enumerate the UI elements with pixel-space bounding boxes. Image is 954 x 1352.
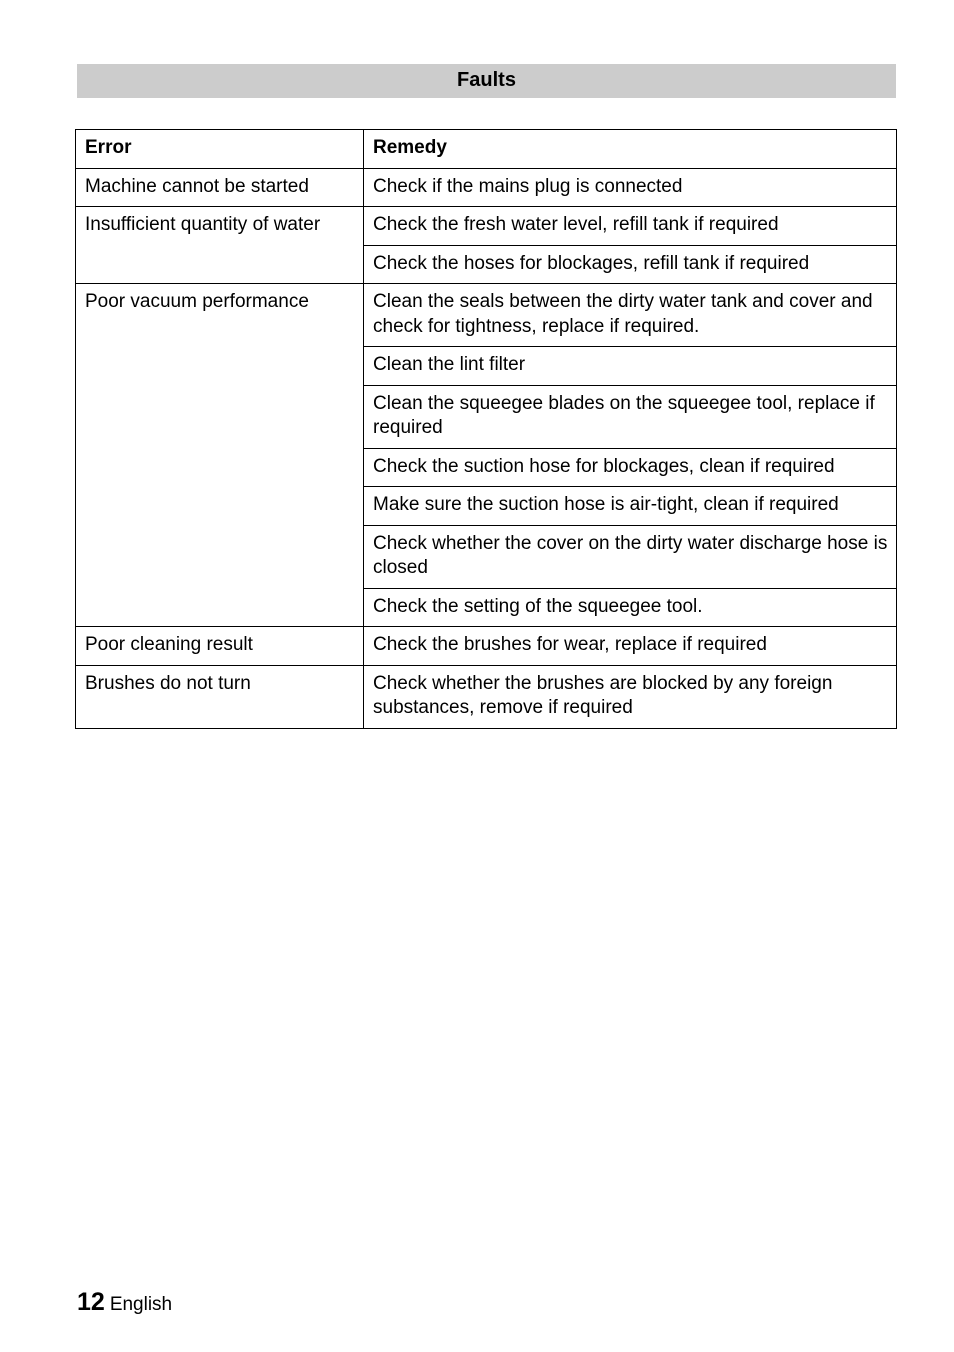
remedy-cell: Clean the lint filter	[364, 347, 897, 386]
table-row	[76, 168, 897, 207]
remedy-cell: Check the setting of the squeegee tool.	[364, 588, 897, 627]
error-cell: Poor vacuum performance	[76, 284, 364, 627]
remedy-cell: Check if the mains plug is connected	[364, 168, 897, 207]
remedy-cell: Check whether the brushes are blocked by any foreign substances, remove if required	[364, 665, 897, 728]
remedy-cell: Check the brushes for wear, replace if required	[364, 627, 897, 666]
table-row	[76, 665, 897, 728]
table-body	[76, 168, 897, 728]
remedy-cell: Clean the squeegee blades on the squeegee tool, replace if required	[364, 385, 897, 448]
remedy-column-header: Remedy	[364, 130, 897, 169]
page-number: 12	[77, 1288, 105, 1316]
table-row	[76, 627, 897, 666]
error-cell: Machine cannot be started	[76, 168, 364, 207]
remedy-cell: Check whether the cover on the dirty water discharge hose is closed	[364, 525, 897, 588]
error-cell: Brushes do not turn	[76, 665, 364, 728]
remedy-cell: Clean the seals between the dirty water tank and cover and check for tightness, replace if required.	[364, 284, 897, 347]
table-row	[76, 284, 897, 347]
error-cell: Poor cleaning result	[76, 627, 364, 666]
remedy-cell: Check the hoses for blockages, refill tank if required	[364, 245, 897, 284]
page-footer	[77, 1288, 172, 1317]
table-header-row	[76, 130, 897, 169]
remedy-cell: Check the fresh water level, refill tank if required	[364, 207, 897, 246]
table-row	[76, 207, 897, 246]
section-title: Faults	[77, 64, 896, 98]
remedy-cell: Check the suction hose for blockages, clean if required	[364, 448, 897, 487]
error-cell: Insufficient quantity of water	[76, 207, 364, 284]
language-label: English	[109, 1294, 173, 1315]
faults-table	[75, 129, 897, 729]
error-column-header: Error	[76, 130, 364, 169]
remedy-cell: Make sure the suction hose is air-tight, clean if required	[364, 487, 897, 526]
